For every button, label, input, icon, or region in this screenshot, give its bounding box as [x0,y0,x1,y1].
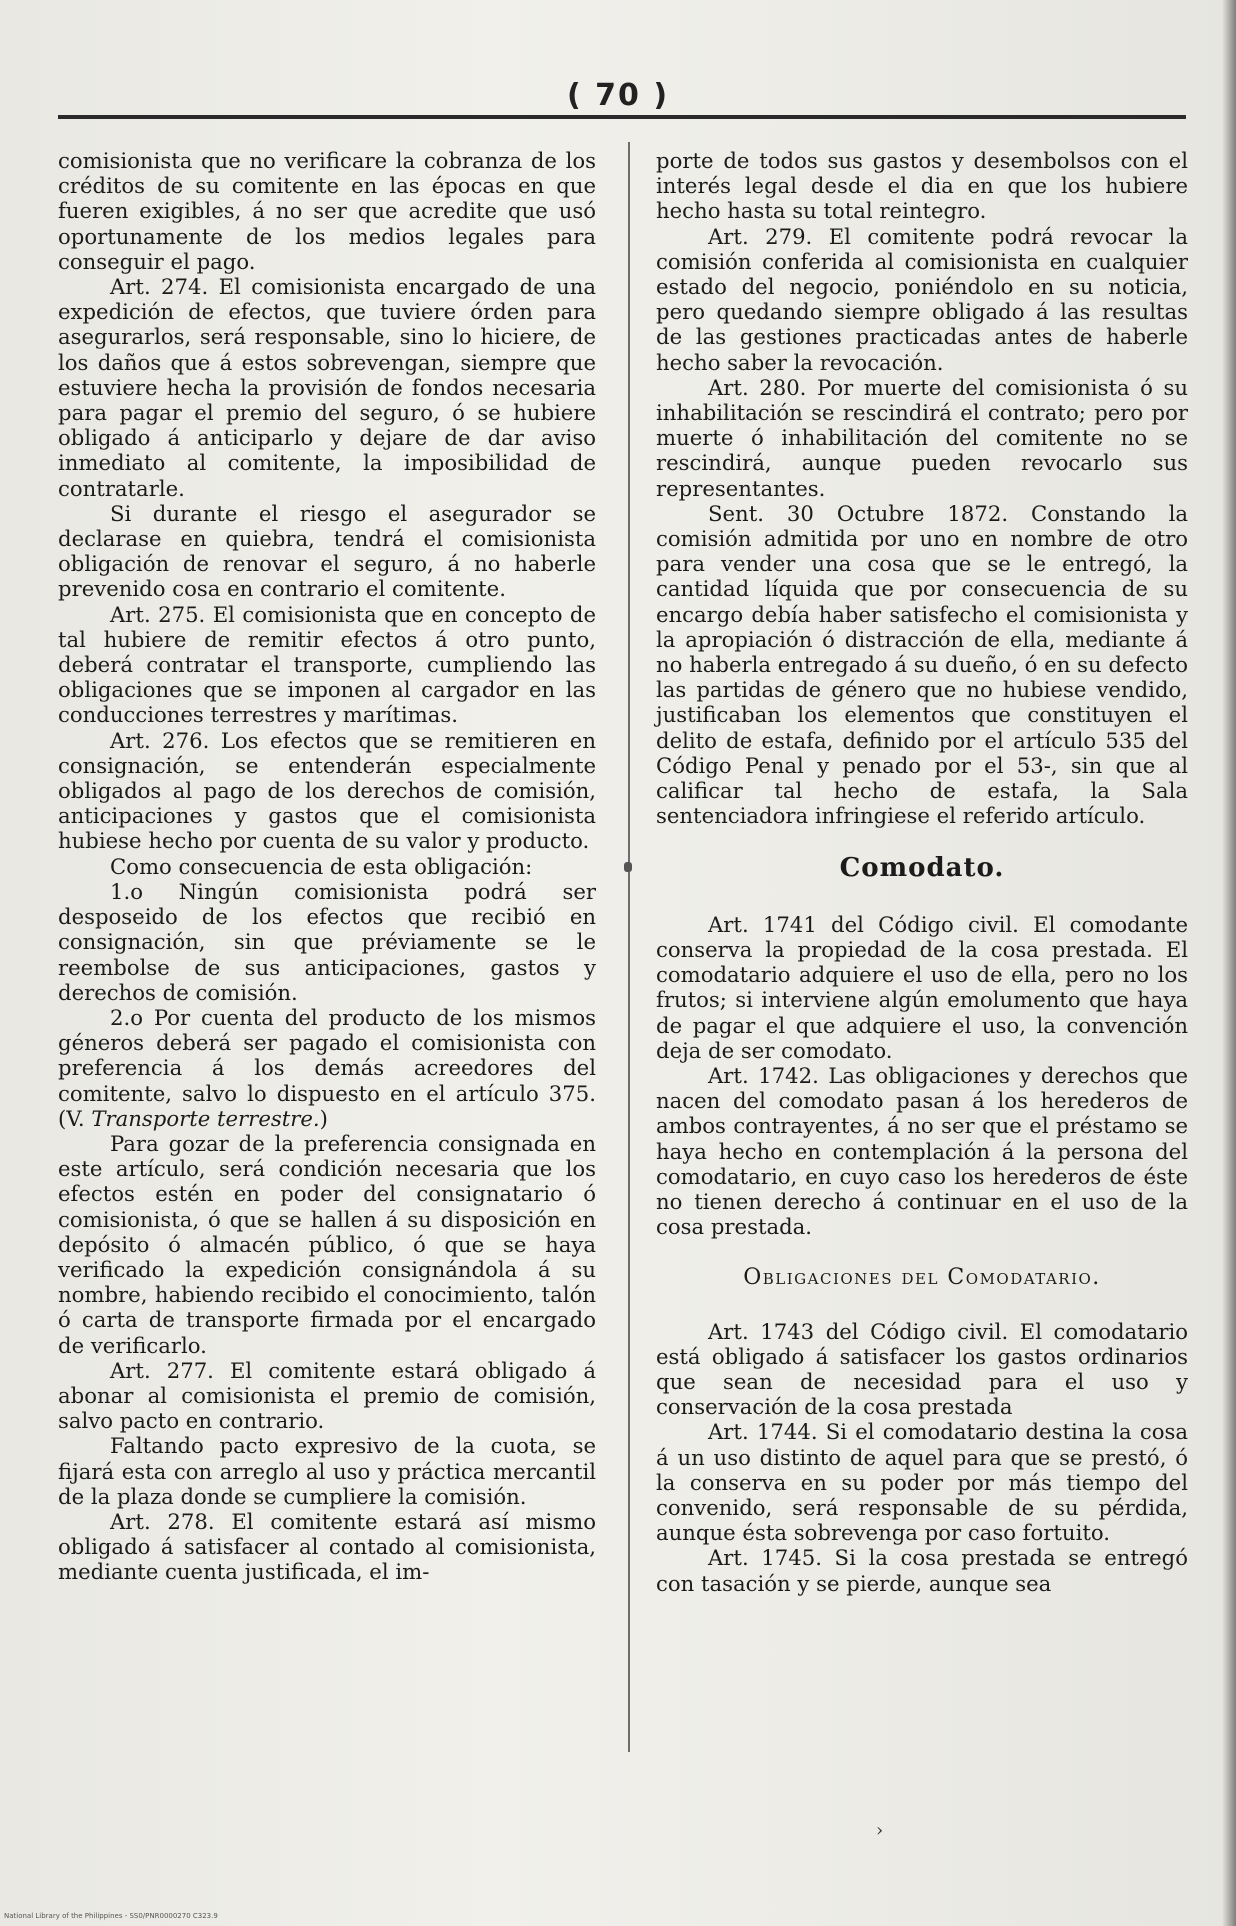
paragraph: Para gozar de la preferencia consignada en este artículo, será condición necesaria que los efectos estén en poder del consignatario ó comisionista, ó que se hallen á su disposición en depósito ó almacén público, ó que se haya verificado la expedición consignándola á su nombre, habiendo recibido el conocimiento, talón ó carta de transporte firmada por el encargado de verificarlo. [58,1130,596,1358]
section-title-comodato: Comodato. [839,853,1005,884]
paragraph: Como consecuencia de esta obligación: [110,853,533,879]
stray-ink-mark: › [876,1820,884,1841]
scan-credit: National Library of the Philippines - SS0/PNR0000270 C323.9 [4,1912,218,1920]
paragraph-art-1741: Art. 1741 del Código civil. El comodante conserva la propiedad de la cosa prestada. El comodatario adquiere el uso de ella, pero no los frutos; si interviene algún emolumento que haya de pagar el que adquiere el uso, la convención deja de ser comodato. [656,911,1188,1063]
paragraph: Faltando pacto expresivo de la cuota, se fijará esta con arreglo al uso y práctica mercantil de la plaza donde se cumpliere la comisión. [58,1433,596,1509]
italic-reference: Transporte terrestre. [91,1105,320,1131]
paragraph-art-1745: Art. 1745. Si la cosa prestada se entregó con tasación y se pierde, aunque sea [656,1545,1188,1596]
paragraph-art-275: Art. 275. El comisionista que en concepto de tal hubiere de remitir efectos á otro punto, deberá contratar el transporte, cumpliendo las obligaciones que se imponen al cargador en las conducciones terrestres y marítimas. [58,601,596,728]
reference-close: ) [319,1105,328,1131]
paragraph-art-1743: Art. 1743 del Código civil. El comodatario está obligado á satisfacer los gastos ordinarios que sean de necesidad para el uso y conservación de la cosa prestada [656,1318,1188,1420]
page-number: ( 70 ) [566,78,670,113]
paragraph-item-2-text: 2.o Por cuenta del producto de los mismos géneros deberá ser pagado el comisionista con preferencia á los demás acreedores del comitente, salvo lo dispuesto en el artículo 375. (V. [58,1004,596,1131]
paragraph-art-1742: Art. 1742. Las obligaciones y derechos que nacen del comodato pasan á los herederos de ambos contrayentes, á no ser que el préstamo se haya hecho en contemplación á la persona del comodatario, en cuyo caso los herederos de éste no tienen derecho á continuar en el uso de la cosa prestada. [656,1062,1188,1240]
left-column [58,148,596,1585]
paragraph-art-274: Art. 274. El comisionista encargado de una expedición de efectos, que tuviere órden para asegurarlos, será responsable, sino lo hiciere, de los daños que á estos sobrevengan, siempre que estuviere hecha la provisión de fondos necesaria para pagar el premio del seguro, ó se hubiere obligado á anticiparlo y dejare de dar aviso inmediato al comitente, la imposibilidad de contratarle. [58,274,596,501]
column-divider [628,142,630,1752]
paragraph-art-276: Art. 276. Los efectos que se remitieren en consignación, se entenderán especialmente obligados al pago de los derechos de comisión, anticipaciones y gastos que el comisionista hubiese hecho por cuenta de su valor y producto. [58,727,596,854]
paragraph-art-277: Art. 277. El comitente estará obligado á abonar al comisionista el premio de comisión, salvo pacto en contrario. [58,1357,596,1434]
right-column [656,148,1188,1596]
paragraph-sentence: Sent. 30 Octubre 1872. Constando la comisión admitida por uno en nombre de otro para vender una cosa que se le entregó, la cantidad líquida que por consecuencia de su encargo debía haber satisfecho el comisionista y la apropiación ó distracción de ella, mediante á no haberla entregado á su dueño, ó en su defecto las partidas de género que no hubiese vendido, justificaban los elementos que constituyen el delito de estafa, definido por el artículo 535 del Código Penal y penado por el 53‑, sin que al calificar tal hecho de estafa, la Sala sentenciadora infringiese el referido artículo. [656,500,1188,829]
paragraph: porte de todos sus gastos y desembolsos con el interés legal desde el dia en que los hubiere hecho hasta su total reintegro. [656,148,1188,224]
paragraph: Si durante el riesgo el asegurador se declarase en quiebra, tendrá el comisionista obligación de renovar el seguro, á no haberle prevenido cosa en contrario el comitente. [58,500,596,602]
header-rule [58,115,1186,119]
page-edge-shadow [1222,0,1236,1926]
margin-ink-mark [624,862,632,872]
paragraph-art-278: Art. 278. El comitente estará así mismo obligado á satisfacer al contado al comisionista, mediante cuenta justificada, el im- [58,1508,596,1585]
paragraph-item-2 [58,1005,596,1131]
subsection-title-obligaciones: Obligaciones del Comodatario. [743,1265,1101,1291]
paragraph-art-280: Art. 280. Por muerte del comisionista ó su inhabilitación se rescindirá el contrato; pero por muerte ó inhabilitación del comitente no se rescindirá, aunque pueden revocarlo sus representantes. [656,374,1188,501]
paragraph-item-1: 1.o Ningún comisionista podrá ser desposeido de los efectos que recibió en consignación, sin que préviamente se le reembolse de sus anticipaciones, gastos y derechos de comisión. [58,878,596,1005]
paragraph: comisionista que no verificare la cobranza de los créditos de su comitente en las épocas en que fueren exigibles, á no ser que acredite que usó oportunamente de los medios legales para conseguir el pago. [58,148,596,274]
paragraph-art-279: Art. 279. El comitente podrá revocar la comisión conferida al comisionista en cualquier estado del negocio, poniéndolo en su noticia, pero quedando siempre obligado á las resultas de las gestiones practicadas antes de haberle hecho saber la revocación. [656,223,1188,375]
paragraph-art-1744: Art. 1744. Si el comodatario destina la cosa á un uso distinto de aquel para que se prestó, ó la conserva en su poder por más tiempo del convenido, será responsable de su pérdida, aunque ésta sobrevenga por caso fortuito. [656,1419,1188,1546]
